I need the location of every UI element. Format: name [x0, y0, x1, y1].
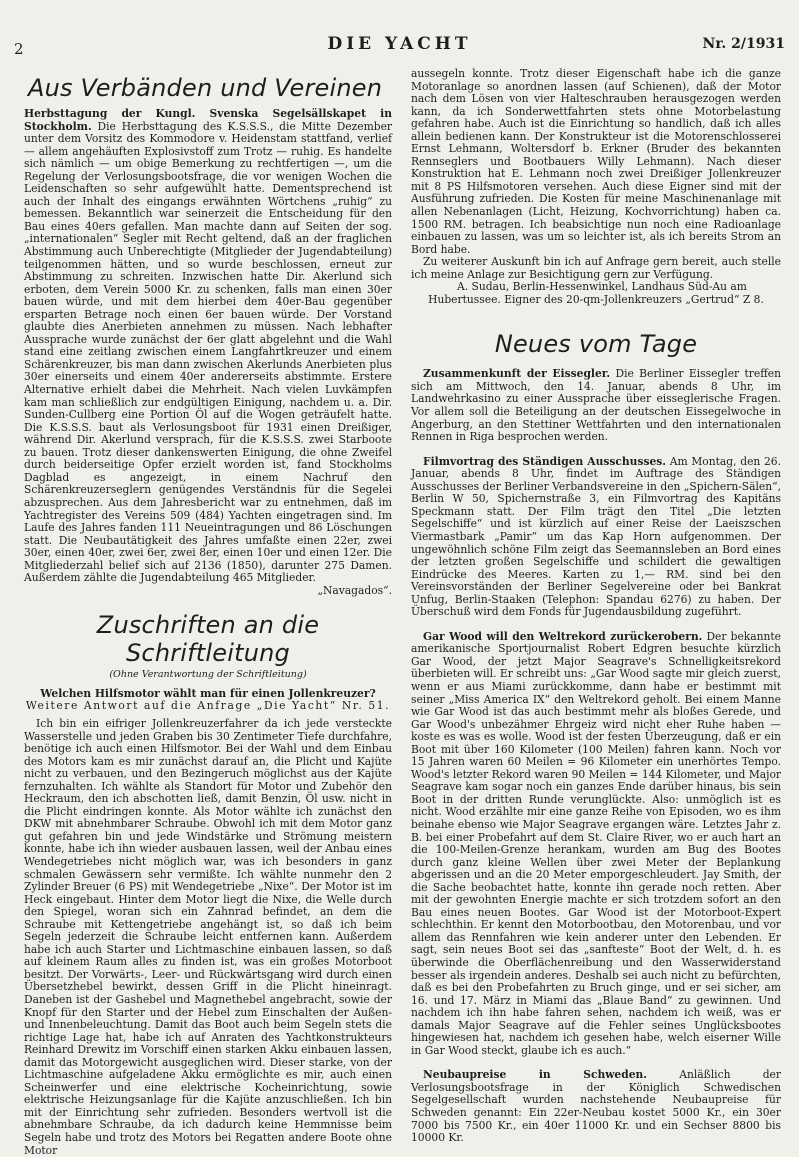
- news-lead: Zusammenkunft der Eissegler.: [423, 367, 611, 381]
- news-lead: Gar Wood will den Weltrekord zurückerobern.: [423, 629, 703, 643]
- news-body: Am Montag, den 26. Januar, abends 8 Uhr, findet im Auftrage des Ständigen Ausschusses der Berliner Verbandsvereine in den „Spichern-Sälen“, Berlin W 50, Spichernstraße 3, ein Filmvortrag des Kapitäns Speckmann statt. Der Film trägt den Titel „Die letzten Segelschiffe“ und ist kürzlich auf einer Reise der Laeiszschen Viermastbark „Pamir“ um das Kap Horn aufgenommen. Der ungewöhnlich schöne Film zeigt das Seemannsleben an Bord eines der letzten großen Segelschiffe und schildert die gewaltigen Eindrücke des Meeres. Karten zu 1,— RM. sind bei den Vereinsvorständen der Berliner Segelvereine oder bei Bankrat Unfug, Berlin-Staaken (Telephon: Spandau 6276) zu haben. Der Überschuß wird dem Fonds für Jugendausbildung zugeführt.: [411, 454, 781, 619]
- right-column: [411, 68, 781, 1145]
- article-body: Die Herbsttagung des K.S.S.S., die Mitte Dezember unter dem Vorsitz des Kommodore v. Heidenstam stattfand, verlief — allem angehäuften Explosivstoff zum Trotz — ruhig. Es handelte sich nämlich — um obige Bemerkung zu rechtfertigen —, um die Regelung der Verlosungsbootsfrage, die vor wenigen Wochen die Leidenschaften so sehr aufgewühlt hatte. Dementsprechend ist auch der Inhalt des eingangs erwähnten Wörtchens „ruhig“ zu bemessen. Bekanntlich war seinerzeit die Entscheidung für den Bau eines 40ers gefallen. Man machte dann auf Seiten der sog. „internationalen“ Segler mit Recht geltend, daß an der fraglichen Abstimmung auch Unberechtigte (Mitglieder der Jugendabteilung) teilgenommen hätten, und so wurde beschlossen, erneut zur Abstimmung zu schreiten. Inzwischen hatte Dir. Akerlund sich erboten, dem Verein 5000 Kr. zu schenken, falls man einen 30er bauen würde, und mit dem hierbei dem 40er-Bau gegenüber ersparten Betrage noch einen 6er bauen würde. Der Vorstand glaubte dies Anerbieten annehmen zu müssen. Nach lebhafter Aussprache wurde zunächst der 6er glatt abgelehnt und die Wahl stand eine zeitlang zwischen einem Langfahrtkreuzer und einem Schärenkreuzer, bis man dann zwischen Akerlunds Anerbieten plus 30er einerseits und einem 40er andererseits abstimmte. Erstere Alternative erhielt dabei die Mehrheit. Nach vielen Luvkämpfen kam man schließlich zur endgültigen Einigung, nachdem u. a. Dir. Sunden-Cullberg eine Portion Öl auf die Wogen geträufelt hatte. Die K.S.S.S. baut als Verlosungsboot für 1931 einen Dreißiger, während Dir. Akerlund versprach, für die K.S.S.S. zwei Starboote zu bauen. Trotz dieser dankenswerten Einigung, die ohne Zweifel durch beiderseitige Opfer erzielt worden ist, fand Stockholms Dagblad es angezeigt, in einem Nachruf den Schärenkreuzerseglern genügendes Verständnis für die Segelei abzusprechen. Aus dem Jahresbericht war zu entnehmen, daß im Yachtregister des Vereins 509 (484) Yachten eingetragen sind. Im Laufe des Jahres fanden 111 Neueintragungen und 86 Löschungen statt. Die Neubautätigkeit des Jahres umfaßte einen 22er, zwei 30er, einen 40er, zwei 6er, zwei 8er, einen 10er und einen 12er. Die Mitgliederzahl belief sich auf 2136 (1850), darunter 275 Damen. Außerdem zählte die Jugendabteilung 465 Mitglieder.: [24, 119, 392, 585]
- left-column: [24, 72, 392, 1157]
- issue-number: Nr. 2/1931: [702, 36, 785, 52]
- letter-signature: A. Sudau, Berlin-Hessenwinkel, Landhaus Süd-Au am Hubertussee. Eigner des 20-qm-Jollenkreuzers „Gertrud“ Z 8.: [428, 280, 764, 306]
- news-body: Die Berliner Eissegler treffen sich am Mittwoch, den 14. Januar, abends 8 Uhr, im Landwehrkasino zu einer Aussprache über eisseglerische Fragen. Vor allem soll die Beteiligung an der deutschen Eissegelwoche in Angerburg, an den Stettiner Wettfahrten und den internationalen Rennen in Riga besprochen werden.: [411, 367, 781, 444]
- news-gar-wood: [411, 631, 781, 1058]
- letter-body: Ich bin ein eifriger Jollenkreuzerfahrer da ich jede versteckte Wasserstelle und jeden Graben bis 30 Zentimeter Tiefe durchfahre, benötige ich auch einen Hilfsmotor. Bei der Wahl und dem Einbau des Motors kam es mir zunächst darauf an, die Plicht und Kajüte nicht zu verbauen, und den Bezingeruch möglichst aus der Kajüte fernzuhalten. Ich wählte als Standort für Motor und Zubehör den Heckraum, den ich abschotten ließ, damit Benzin, Öl usw. nicht in die Plicht eindringen konnte. Als Motor wählte ich zunächst den DKW mit abnehmbarer Schraube. Obwohl ich mit dem Motor ganz gut gefahren bin und jede Windstärke und Strömung meistern konnte, habe ich ihn wieder ausbauen lassen, weil der Anbau eines Wendegetriebes nicht möglich war, was ich besonders in ganz schmalen Gewässern sehr vermißte. Ich wählte nunmehr den 2 Zylinder Breuer (6 PS) mit Wendegetriebe „Nixe“. Der Motor ist im Heck eingebaut. Hinter dem Motor liegt die Nixe, die Welle durch den Spiegel, woran sich ein Zahnrad befindet, an dem die Schraube mit Kettengetriebe angehängt ist, so daß ich beim Segeln jederzeit die Schraube leicht entfernen kann. Außerdem habe ich auch Starter und Lichtmaschine einbauen lassen, so daß auf kleinem Raum alles zu finden ist, was ein großes Motorboot besitzt. Der Vorwärts-, Leer- und Rückwärtsgang wird durch einen Übersetzhebel bewirkt, dessen Griff in die Plicht hineinragt. Daneben ist der Gashebel und Magnethebel angebracht, sowie der Knopf für den Starter und der Hebel zum Einschalten der Außen- und Innenbeleuchtung. Damit das Boot auch beim Segeln stets die richtige Lage hat, habe ich auf Anraten des Yachtkonstrukteurs Reinhard Drewitz im Vorschiff einen starken Akku einbauen lassen, damit das Motorgewicht ausgeglichen wird. Dieser starke, von der Lichtmaschine aufgeladene Akku ermöglichte es mir, auch einen Scheinwerfer und eine elektrische Kocheinrichtung, sowie elektrische Heizungsanlage für die Kajüte anzuschließen. Ich bin mit der Einrichtung sehr zufrieden. Besonders wertvoll ist die abnehmbare Schraube, da ich dadurch keine Hemmnisse beim Segeln habe und trotz des Motors bei Regatten andere Boote ohne Motor: [24, 716, 392, 1157]
- news-eissegler: [411, 368, 781, 443]
- masthead-title: DIE YACHT: [327, 34, 472, 54]
- section-title-verbaende: Aus Verbänden und Vereinen: [28, 74, 383, 102]
- article-signature: „Navagados“.: [317, 583, 392, 597]
- article-kssss: [24, 108, 392, 585]
- article-lead: Herbsttagung der Kungl. Svenska Segelsällskapet in Stockholm.: [24, 107, 392, 133]
- letter-title: Welchen Hilfsmotor wählt man für einen Jollenkreuzer?: [40, 686, 376, 700]
- news-body: Anläßlich der Verlosungsbootsfrage in der Königlich Schwedischen Segelgesellschaft wurden nachstehende Neubaupreise für Schweden genannt: Ein 22er-Neubau kostet 5000 Kr., ein 30er 7000 bis 7500 Kr., ein 40er 11000 Kr. und ein Sechser 8800 bis 10000 Kr.: [411, 1068, 781, 1145]
- news-neubaupreise: [411, 1069, 781, 1144]
- news-filmvortrag: [411, 456, 781, 619]
- letter-subtitle: Weitere Antwort auf die Anfrage „Die Yacht“ Nr. 51.: [25, 699, 391, 713]
- letter-closing: Zu weiterer Auskunft bin ich auf Anfrage gern bereit, auch stelle ich meine Anlage zur Besichtigung gern zur Verfügung.: [411, 255, 781, 281]
- section-title-neues: Neues vom Tage: [494, 330, 698, 359]
- page-number: 2: [14, 40, 24, 58]
- letter-continuation: aussegeln konnte. Trotz dieser Eigenschaft habe ich die ganze Motoranlage so anordnen lassen (auf Schienen), daß der Motor nach dem Lösen von vier Halteschrauben herausgezogen werden kann, da ich Sonderwettfahrten stets ohne Motorbelastung gefahren habe. Auch ist die Einrichtung so handlich, daß ich alles allein bedienen kann. Der Konstrukteur ist die Motorenschlosserei Ernst Lehmann, Woltersdorf b. Erkner (Bruder des bekannten Rennseglers und Bootbauers Willy Lehmann). Nach dieser Konstruktion hat E. Lehmann noch zwei Dreißiger Jollenkreuzer mit 8 PS Hilfsmotoren versehen. Auch diese Eigner sind mit der Ausführung zufrieden. Die Kosten für meine Maschinenanlage mit allen Nebenanlagen (Licht, Heizung, Kochvorrichtung) haben ca. 1500 RM. betragen. Ich beabsichtige nun noch eine Radioanlage einbauen zu lassen, was um so leichter ist, als ich bereits Strom an Bord habe.: [411, 67, 781, 256]
- news-lead: Neubaupreise in Schweden.: [423, 1068, 647, 1082]
- news-body: Der bekannte amerikanische Sportjournalist Robert Edgren besuchte kürzlich Gar Wood, der jetzt Major Seagrave's Schnelligkeitsrekord überbieten will. Er schreibt uns: „Gar Wood sagte mir gleich zuerst, wenn er aus Miami zurückkomme, dann habe er bestimmt mit seiner „Miss America IX“ den Weltrekord geholt. Bei einem Manne wie Gar Wood ist das auch bestimmt mehr als bloßes Gerede, und Gar Wood's unbezähmer Ehrgeiz wird nicht eher Ruhe haben — koste es was es wolle. Wood ist der festen Überzeugung, daß er ein Boot mit über 160 Kilometer (100 Meilen) fahren kann. Noch vor 15 Jahren waren 60 Meilen = 96 Kilometer ein unerhörtes Tempo. Wood's letzter Rekord waren 90 Meilen = 144 Kilometer, und Major Seagrave kam sogar noch ein ganzes Ende darüber hinaus, bis sein Boot in der dritten Runde verunglückte. Also: unmöglich ist es nicht. Wood erzählte mir eine ganze Reihe von Episoden, wo es ihm beinahe ebenso wie Major Seagrave ergangen wäre. Letztes Jahr z. B. bei einer Probefahrt auf dem St. Claire River, wo er auch hart an die 100-Meilen-Grenze herankam, wurden am Bug des Bootes durch ganz kleine Wellen über zwei Meter der Beplankung abgerissen und an die 20 Meter emporgeschleudert. Jay Smith, der die Sache beobachtet hatte, konnte ihn gerade noch retten. Aber mit der gewohnten Energie machte er sich trotzdem sofort an den Bau eines neuen Bootes. Gar Wood ist der Motorboot-Expert schlechthin. Er kennt den Motorbootbau, den Motorenbau, und vor allem das Rennfahren wie kein anderer unter den Lebenden. Er sagt, sein neues Boot sei das „sanfteste“ Boot der Welt, d. h. es überwinde die Oberflächenreibung und den Wasserwiderstand besser als irgendein anderes. Deshalb sei auch nicht zu befürchten, daß es bei den Probefahrten zu Bruch ginge, und er sei sicher, am 16. und 17. März in Miami das „Blaue Band“ zu gewinnen. Und nachdem ich ihn habe fahren sehen, nachdem ich weiß, was er damals Major Seagrave auf die Fehler seines Unglücksbootes hingewiesen hat, nachdem ich gesehen habe, welch eiserner Wille in Gar Wood steckt, glaube ich es auch.“: [411, 629, 781, 1057]
- section-subtitle: (Ohne Verantwortung der Schriftleitung): [109, 669, 307, 681]
- news-lead: Filmvortrag des Ständigen Ausschusses.: [423, 454, 667, 468]
- section-title-zuschriften: Zuschriften an die Schriftleitung: [96, 611, 320, 668]
